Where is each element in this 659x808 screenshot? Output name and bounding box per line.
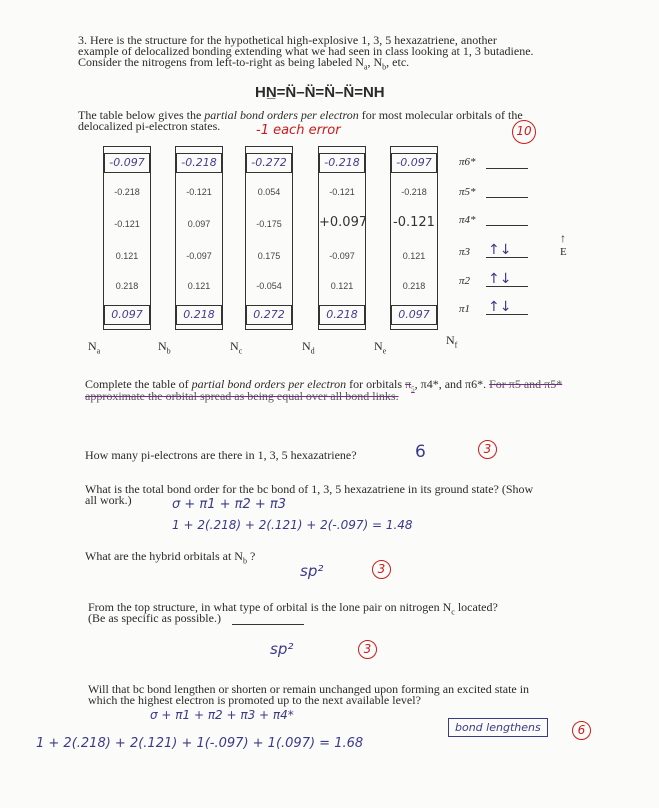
table-cell: 0.097 [104,305,150,325]
table-cell: 0.121 [187,281,211,291]
table-cell: 0.175 [257,251,281,261]
table-cell: 0.218 [319,305,365,325]
table-cell: 0.121 [402,251,426,261]
blank-line [486,285,528,287]
work-excited-2: 1 + 2(.218) + 2(.121) + 1(-.097) + 1(.097) = 1.68 [36,736,364,751]
electron-pair: ↑↓ [488,242,512,258]
complete-instruction: Complete the table of partial bond orders per electron for orbitals $\pi_5$, π4*, and π6*. For π5 and π5* [85,377,563,394]
orbital-label: π6* [459,156,476,168]
table-cell: -0.097 [186,251,212,261]
table-column-3 [245,146,293,330]
blank-line [486,256,528,258]
question-lone-pair: From the top structure, in what type of orbital is the lone pair on nitrogen $N_c$ located? [88,600,498,617]
table-column-2 [175,146,223,330]
table-cell: -0.175 [256,219,282,229]
table-cell: 0.121 [330,281,354,291]
complete-instruction-struck: approximate the orbital spread as being equal over all bond links. [85,389,399,403]
answer-pi-electrons: 6 [415,442,426,462]
energy-label: E [560,246,567,258]
table-cell: -0.218 [114,187,140,197]
nitrogen-label: $N_e$ [374,339,387,356]
nitrogen-label: $N_a$ [88,339,101,356]
nitrogen-label: $N_c$ [230,339,243,356]
score-q2: 3 [372,560,391,579]
intro-line-3: Consider the nitrogens from left-to-right as being labeled $N_a$, $N_b$, etc. [78,55,410,72]
table-cell: -0.218 [176,153,222,173]
question-lengthen: Will that bc bond lengthen or shorten or remain unchanged upon forming an excited state in [88,682,530,696]
orbital-label: π2 [459,275,471,287]
nitrogen-label: $N_d$ [302,339,315,356]
blank-line [486,224,528,226]
table-intro: The table below gives the partial bond orders per electron for most molecular orbitals of the [78,108,523,122]
table-cell: -0.097 [104,153,150,173]
table-cell: -0.121 [329,187,355,197]
table-cell: -0.218 [319,153,365,173]
table-cell: 0.097 [187,219,211,229]
table-column-4 [318,146,366,330]
score-total: 10 [512,120,536,144]
answer-lengthen: bond lengthens [448,718,548,737]
orbital-label: π1 [459,303,471,315]
question-pi-electrons: How many pi-electrons are there in 1, 3, 5 hexazatriene? [85,448,357,462]
electron-pair: ↑↓ [488,299,512,315]
nitrogen-label: $N_b$ [158,339,171,356]
blank-line [486,167,528,169]
each-error-note: -1 each error [256,123,341,138]
orbital-label: π5* [459,186,476,198]
table-cell: -0.121 [114,219,140,229]
table-cell: -0.054 [256,281,282,291]
blank-line [232,623,304,625]
table-cell: -0.272 [246,153,292,173]
table-cell: 0.054 [257,187,281,197]
table-cell: +0.097 [319,215,368,230]
question-lengthen-2: which the highest electron is promoted up to the next available level? [88,693,421,707]
table-cell: 0.218 [176,305,222,325]
answer-lone-pair: sp² [270,640,294,658]
work-bond-order-2: 1 + 2(.218) + 2(.121) + 2(-.097) = 1.48 [172,518,413,532]
table-cell: -0.121 [186,187,212,197]
orbital-label: π4* [459,214,476,226]
table-cell: -0.097 [329,251,355,261]
work-bond-order-1: σ + π1 + π2 + π3 [172,497,287,512]
table-cell: 0.218 [115,281,139,291]
score-q4: 6 [572,721,591,740]
table-cell: -0.218 [401,187,427,197]
table-cell: 0.121 [115,251,139,261]
table-cell: -0.121 [393,215,435,230]
table-column-1 [103,146,151,330]
intro-line-2: example of delocalized bonding extending what we had seen in class looking at 1, 3 butadiene. [78,44,534,58]
question-hybrid: What are the hybrid orbitals at $N_b$ ? [85,549,256,566]
table-column-5 [390,146,438,330]
electron-pair: ↑↓ [488,271,512,287]
blank-line [486,196,528,198]
table-intro-2: delocalized pi-electron states. [78,119,221,133]
score-q3: 3 [358,640,377,659]
answer-hybrid: sp² [300,562,324,580]
table-cell: 0.272 [246,305,292,325]
table-cell: 0.097 [391,305,437,325]
question-lone-pair-2: (Be as specific as possible.) [88,611,221,625]
question-bond-order: What is the total bond order for the bc bond of 1, 3, 5 hexazatriene in its ground state? (Show [85,482,534,496]
blank-line [486,313,528,315]
work-excited-1: σ + π1 + π2 + π3 + π4* [150,708,294,722]
intro-line-1: 3. Here is the structure for the hypothetical high-explosive 1, 3, 5 hexazatriene, another [78,33,497,47]
structure-formula: HN̲=N̈–N̈=N̈–N̈=NH [255,84,385,101]
energy-arrow-icon: ↑ [560,231,566,245]
nitrogen-label: $N_f$ [446,333,458,350]
table-cell: -0.097 [391,153,437,173]
question-bond-order-2: all work.) [85,493,132,507]
orbital-label: π3 [459,246,471,258]
table-cell: 0.218 [402,281,426,291]
score-q1: 3 [478,440,497,459]
